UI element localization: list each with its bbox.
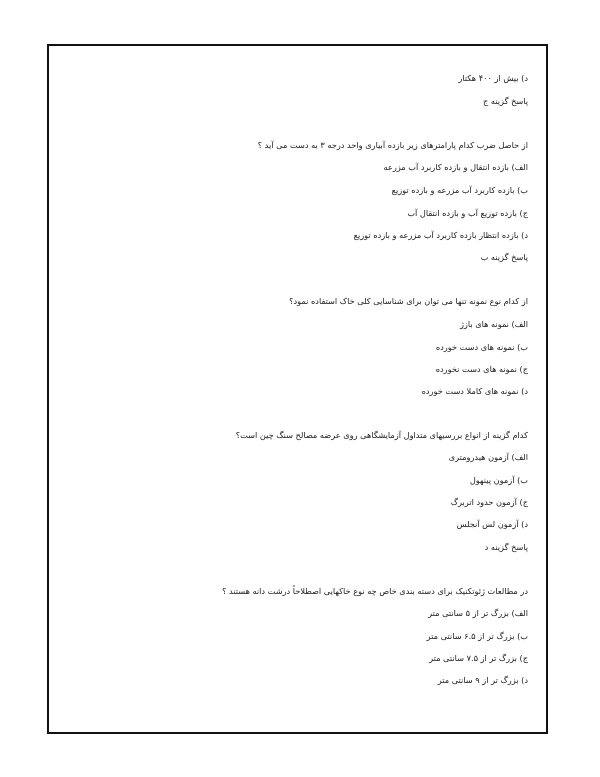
- answer-option-a: الف) بازده انتقال و بازده کاربرد آب مزرعه: [383, 162, 528, 172]
- answer-option-c: ج) بزرگ تر از ۷.۵ سانتی متر: [429, 653, 528, 663]
- answer-option-d: د) نمونه های کاملا دست خورده: [421, 386, 528, 396]
- answer-option-d: د) بزرگ تر از ۹ سانتی متر: [437, 675, 528, 685]
- answer-option-d: د) بیش از ۴۰۰ هکتار: [458, 73, 528, 83]
- answer-option-a: الف) بزرگ تر از ۵ سانتی متر: [428, 608, 528, 618]
- answer-key: پاسخ گزینه ج: [483, 96, 528, 106]
- question-text: از کدام نوع نمونه تنها می توان برای شناسایی کلی خاک استفاده نمود؟: [289, 296, 528, 306]
- answer-option-b: ب) بازده کاربرد آب مزرعه و بازده توزیع: [391, 185, 528, 195]
- answer-option-a: الف) نمونه های بازژ: [459, 319, 528, 329]
- answer-option-b: ب) بزرگ تر از ۶.۵ سانتی متر: [426, 631, 528, 641]
- question-text: در مطالعات ژئوتکنیک برای دسته بندی خاص چه نوع خاکهایی اصطلاحاً درشت دانه هستند ؟: [222, 586, 528, 596]
- answer-option-a: الف) آزمون هیدرومتری: [448, 452, 528, 462]
- document-body: [49, 46, 546, 732]
- answer-option-c: ج) آزمون حدود اتربرگ: [450, 497, 528, 507]
- answer-option-c: ج) نمونه های دست نخورده: [435, 364, 528, 374]
- page-border: [47, 44, 548, 734]
- answer-key: پاسخ گزینه د: [484, 542, 528, 552]
- question-text: از حاصل ضرب کدام پارامترهای زیر بازده آبیاری واحد درجه ۳ به دست می آید ؟: [257, 140, 528, 150]
- answer-key: پاسخ گزینه ب: [480, 252, 528, 262]
- answer-option-b: ب) آزمون پینهول: [469, 475, 528, 485]
- answer-option-c: ج) بازده توزیع آب و بازده انتقال آب: [407, 208, 528, 218]
- answer-option-d: د) آزمون لس آنجلس: [456, 519, 528, 529]
- answer-option-d: د) بازده انتظار بازده کاربرد آب مزرعه و بازده توزیع: [353, 230, 528, 240]
- question-text: کدام گزینه از انواع بررسیهای متداول آزمایشگاهی روی عرضه مصالح سنگ چین است؟: [235, 430, 528, 440]
- answer-option-b: ب) نمونه های دست خورده: [435, 342, 528, 352]
